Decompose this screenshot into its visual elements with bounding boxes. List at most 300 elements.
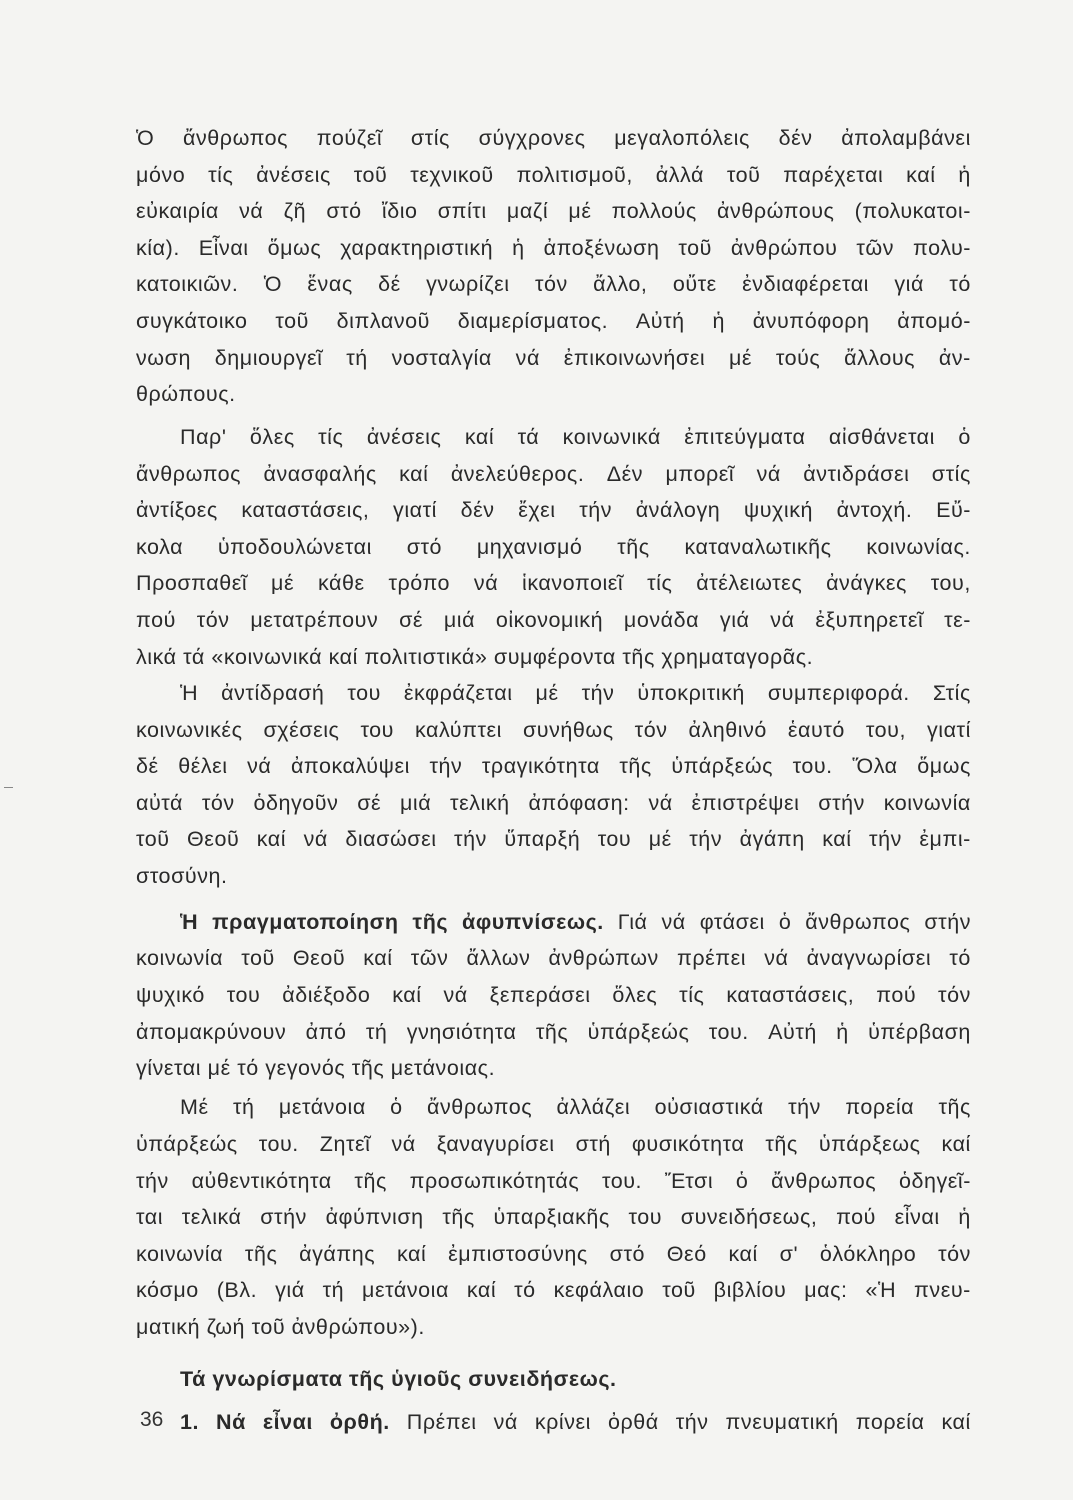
word: καί [397,1242,427,1266]
word: ἄνθρωπος [771,1169,877,1193]
text-line [136,1234,971,1274]
word: Θεοῦ [187,827,240,851]
word: ἀποκαλύψει [290,754,410,778]
word: τοῦ [275,309,309,333]
word: ἄλλους [844,346,916,370]
text-line [136,454,971,494]
word: ἕνας [307,272,353,296]
word: στήν [818,791,865,815]
word: καταναλωτικῆς [684,535,832,559]
word: του. [258,1132,299,1156]
word: κεφάλαιο [553,1278,645,1302]
word: καί [906,163,936,187]
word: τῆς [938,1095,971,1119]
word: Θεοῦ [292,946,346,970]
word: ἐνδιαφέρεται [742,272,870,296]
word: ἐξυπηρετεῖ [815,608,924,632]
word: φτάσει [699,910,765,934]
word: δημιουργεῖ [214,346,323,370]
word: Αὐτή [768,1020,817,1044]
word: ἀνθρώπων [548,946,659,970]
word: εἶναι [894,1205,940,1229]
word: κοινωνία [136,1242,224,1266]
word: Παρ' [180,425,227,449]
word: ζῆ [283,199,307,223]
word: καί [466,1278,497,1302]
word: τελικά [181,1205,242,1229]
word: τοῦ [353,163,388,187]
text-line [136,746,971,786]
word: τῆς [619,754,652,778]
word: νά [515,346,540,370]
text-line [136,118,971,158]
word: ὑπέρβαση [868,1020,971,1044]
word: εἶναι [262,1410,313,1434]
word: στό [406,535,443,559]
word: φυσικότητα [631,1132,745,1156]
word: πνευ- [914,1278,971,1302]
word: ψυχικό [136,983,205,1007]
word: οἰκονομική [495,608,604,632]
word: ἐμπιστοσύνης [448,1242,588,1266]
word: τό [514,1278,536,1302]
word: δέν [460,498,495,522]
word: κατοικιῶν. [136,272,239,296]
word: τήν [675,1410,709,1434]
word: τόν [196,608,230,632]
word: του [360,718,394,742]
word: σέ [357,791,382,815]
word: ἀπομακρύνουν [136,1020,287,1044]
text-line [136,600,971,640]
word: ἀτέλειωτες [696,571,803,595]
word: συγκάτοικο [136,309,248,333]
word: γιατί [393,498,438,522]
word: κάθε [317,571,365,595]
word: δέν [778,126,813,150]
word: πολιτισμοῦ, [516,163,633,187]
word: μιά [443,608,476,632]
word: ἀποξένωση [543,236,660,260]
word: τῆς [412,910,449,934]
word: τό [949,272,971,296]
word: πορεία [845,1095,915,1119]
word: τῶν [856,236,895,260]
word: ἀνθρώπους [717,199,835,223]
word: ὁ [778,910,792,934]
word: σχέσεις [263,718,340,742]
word: καί [399,462,429,486]
word: (Βλ. [216,1278,258,1302]
word: ἄλλο, [593,272,648,296]
word: ἡ [958,1205,971,1229]
word: τήν [579,498,613,522]
word: του [347,681,381,705]
word: παρέχεται [783,163,884,187]
word: ἡ [512,236,525,260]
word: διπλανοῦ [336,309,430,333]
word: τοῦ [662,1278,696,1302]
word: μπορεῖ [665,462,735,486]
word: τόν [938,1242,971,1266]
word: ἄνθρωπος [183,126,289,150]
word: Στίς [932,681,971,705]
word: νά [648,791,673,815]
word: κοινωνίας. [866,535,971,559]
word: κία). [136,236,180,260]
word: βιβλίου [713,1278,787,1302]
word: (πολυκατοι- [854,199,971,223]
word: ἱκανοποιεῖ [522,571,624,595]
word: μηχανισμό [476,535,583,559]
word: ὑπάρξεώς [671,754,774,778]
word: ἴδιο [381,199,418,223]
word: τῆς [535,1020,569,1044]
word: τόν [938,983,971,1007]
word: τή [365,1020,388,1044]
word: μετάνοια [362,1278,449,1302]
word: ἄλλων [466,946,531,970]
word: ὅμως [267,236,322,260]
word: γιά [894,272,924,296]
word: τεχνικοῦ [410,163,494,187]
word: ὑπάρξεως [818,1132,921,1156]
word: ἑαυτό [787,718,845,742]
word: ἀν- [938,346,971,370]
word: ἀπόφαση: [528,791,630,815]
word: μέ [728,346,753,370]
word: ἀπό [305,1020,347,1044]
word: οὐσιαστικά [654,1095,764,1119]
word: ὁ [958,425,971,449]
page-number: 36 [140,1408,164,1431]
word: διασώσει [345,827,437,851]
word: ὀρθά [607,1410,659,1434]
word: Προσπαθεῖ [136,571,248,595]
word: τῶν [410,946,449,970]
line-text: στοσύνη. [136,864,228,888]
text-line [180,1402,971,1442]
word: ἐμπι- [919,827,971,851]
word: ἡ [836,1020,849,1044]
text-line [136,338,971,378]
word: ὅμως [917,754,971,778]
word: νοσταλγία [391,346,492,370]
word: καί [941,1410,971,1434]
word: γνησιότητα [406,1020,517,1044]
word: Ὁ [136,126,155,150]
word: αὐτά [136,791,184,815]
text-line [180,673,971,713]
word: τά [517,425,540,449]
text-line [136,637,971,677]
word: σέ [399,608,424,632]
text-line [136,819,971,859]
word: ἀνελεύθερος. [450,462,585,486]
word: σύγχρονες [478,126,586,150]
word: αὐθεντικότητα [191,1169,332,1193]
word: ἀπομό- [897,309,971,333]
word: ὕπαρξή [504,827,581,851]
word: κρίνει [534,1410,591,1434]
word: νωση [136,346,191,370]
word: θέλει [178,754,228,778]
word: Γιά [617,910,648,934]
word: πολυ- [913,236,971,260]
word: τόν [201,791,235,815]
word: πραγματοποίηση [212,910,399,934]
word: καί [728,1242,758,1266]
word: καί [256,827,287,851]
word: νά [247,754,272,778]
word: μέ [648,827,672,851]
word: κοινωνία [883,791,971,815]
word: νά [443,983,468,1007]
word: ἀφύπνιση [325,1205,424,1229]
word: ἐπιστρέψει [691,791,800,815]
word: του. [601,1169,643,1193]
word: μας: [804,1278,848,1302]
word: μέ [568,199,592,223]
word: αἰσθάνεται [828,425,935,449]
word: του [226,983,261,1007]
word: συνειδήσεως, [680,1205,818,1229]
word: καί [464,425,495,449]
word: καταστάσεις, [241,498,370,522]
word: μαζί [506,199,549,223]
word: στήν [924,910,971,934]
word: νά [391,1132,416,1156]
word: μετατρέπουν [250,608,379,632]
word: προσωπικότητάς [409,1169,580,1193]
word: ἀνθρώπου [730,236,838,260]
word: τούς [775,346,821,370]
word: ὁλόκληρο [819,1242,917,1266]
word: του [597,827,632,851]
word: νά [756,462,781,486]
word: ἀλλάζει [556,1095,631,1119]
word: τίς [679,983,705,1007]
word: τῆς [354,1169,387,1193]
word: ἀντιδράσει [803,462,910,486]
word: τραγικότητα [481,754,600,778]
text-line [136,527,971,567]
line-text: ματική ζωή τοῦ ἀνθρώπου»). [136,1315,425,1339]
word: μονάδα [623,608,700,632]
word: ὁ [735,1169,749,1193]
word: τῆς [617,535,650,559]
word: ἀντοχή. [836,498,913,522]
word: ὅλες [612,983,658,1007]
word: μετάνοια [278,1095,366,1119]
word: πού [876,983,917,1007]
text-line [136,301,971,341]
word: πνευματική [725,1410,839,1434]
word: στό [326,199,362,223]
word: τό [949,946,971,970]
word: Εὔ- [936,498,971,522]
word: τόν [634,718,668,742]
word: του, [930,571,971,595]
word: ἀφυπνίσεως. [462,910,604,934]
word: ἀληθινό [688,718,767,742]
text-line [136,1161,971,1201]
line-text: γίνεται μέ τό γεγονός τῆς μετάνοιας. [136,1056,496,1080]
word: ἀντίξοες [136,498,218,522]
line-text: θρώπους. [136,382,236,406]
word: ὁ [390,1095,403,1119]
word: πορεία [855,1410,925,1434]
word: ἀναγνωρίσει [806,946,932,970]
text-line [136,1048,971,1088]
word: ὑπάρξεώς [587,1020,690,1044]
word: τήν [136,1169,169,1193]
word: μιά [399,791,432,815]
text-line [136,710,971,750]
word: δέ [378,272,401,296]
word: στήν [260,1205,307,1229]
word: ἄνθρωπος [427,1095,533,1119]
word: ὁδηγοῦν [253,791,339,815]
word: στό [609,1242,645,1266]
text-line [136,1012,971,1052]
word: δέ [136,754,159,778]
word: τοῦ [241,946,275,970]
word: ὀρθή. [329,1410,390,1434]
word: κοινωνικές [136,718,243,742]
word: τόν [534,272,568,296]
text-line [136,783,971,823]
word: τήν [454,827,487,851]
word: ἀδιέξοδο [282,983,371,1007]
word: Μέ [180,1095,209,1119]
word: στίς [931,462,971,486]
word: ὑπάρξεώς [136,1132,238,1156]
word: ἀλλά [655,163,704,187]
word: Ἡ [180,681,199,705]
word: ἀντίδρασή [221,681,325,705]
word: τίς [318,425,344,449]
word: του [628,1205,663,1229]
word: σ' [779,1242,799,1266]
word: καί [822,827,852,851]
word: πρέπει [676,946,747,970]
word: συνήθως [522,718,614,742]
word: καί [392,983,422,1007]
word: τῆς [244,1242,278,1266]
word: κοινωνικά [562,425,661,449]
word: ἔχει [518,498,556,522]
word: μόνο [136,163,186,187]
word: νά [473,571,499,595]
word: νά [764,946,789,970]
word: γιατί [926,718,971,742]
word: ἡ [712,309,725,333]
word: χαρακτηριστική [340,236,494,260]
text-line [136,1270,971,1310]
word: «Ἡ [865,1278,897,1302]
word: Αὐτή [635,309,685,333]
text-line [136,856,971,896]
word: ἄνθρωπος [805,910,911,934]
word: ἐκφράζεται [403,681,513,705]
word: ὑπαρξιακῆς [493,1205,610,1229]
word: εὐκαιρία [136,199,219,223]
word: τή [322,1278,345,1302]
word: στίς [410,126,450,150]
text-line [136,228,971,268]
word: ἐπιτεύγματα [684,425,806,449]
word: καλύπτει [414,718,502,742]
word: στή [575,1132,611,1156]
word: ἄνθρωπος [136,462,242,486]
word: Ἔτσι [664,1169,714,1193]
word: γιά [719,608,750,632]
word: Εἶναι [198,236,249,260]
bold-heading-text: Τά γνωρίσματα τῆς ὑγιοῦς συνειδήσεως. [180,1367,617,1391]
word: πούζεῖ [316,126,383,150]
word: κοινωνία [136,946,224,970]
text-line [136,1307,971,1347]
word: τήν [869,827,902,851]
word: μεγαλοπόλεις [614,126,750,150]
word: τοῦ [678,236,712,260]
text-line [136,1197,971,1237]
word: συμπεριφορά. [767,681,910,705]
word: μέ [271,571,295,595]
text-line [136,155,971,195]
word: ἀνέσεις [366,425,442,449]
word: μέ [535,681,559,705]
word: 1. [180,1410,200,1434]
text-line [136,1124,971,1164]
word: ἀνάγκες [826,571,907,595]
word: τήν [689,827,723,851]
text-line [136,264,971,304]
text-line [180,417,971,457]
word: Ὁ [263,272,283,296]
word: τίς [208,163,234,187]
word: τοῦ [726,163,761,187]
word: του. [708,1020,749,1044]
word: του. [792,754,833,778]
word: σπίτι [437,199,487,223]
word: τήν [581,681,615,705]
word: Δέν [606,462,644,486]
word: Νά [216,1410,246,1434]
text-line [180,1359,971,1399]
word: πολλούς [611,199,697,223]
word: Ἡ [180,910,199,934]
word: τή [232,1095,255,1119]
word: Πρέπει [406,1410,477,1434]
word: ἀνάλογη [635,498,721,522]
word: πού [136,608,176,632]
word: νά [303,827,328,851]
word: νά [493,1410,518,1434]
word: ἀγάπης [299,1242,376,1266]
text-line [136,374,971,414]
word: οὔτε [672,272,717,296]
word: ἀγάπη [739,827,805,851]
word: τήν [788,1095,821,1119]
word: ὁδηγεῖ- [898,1169,971,1193]
word: τοῦ [136,827,170,851]
line-text: λικά τά «κοινωνικά καί πολιτιστικά» συμφέροντα τῆς χρηματαγορᾶς. [136,645,814,669]
text-line [136,938,971,978]
word: ὑποκριτική [637,681,745,705]
word: ὑποδουλώνεται [217,535,372,559]
